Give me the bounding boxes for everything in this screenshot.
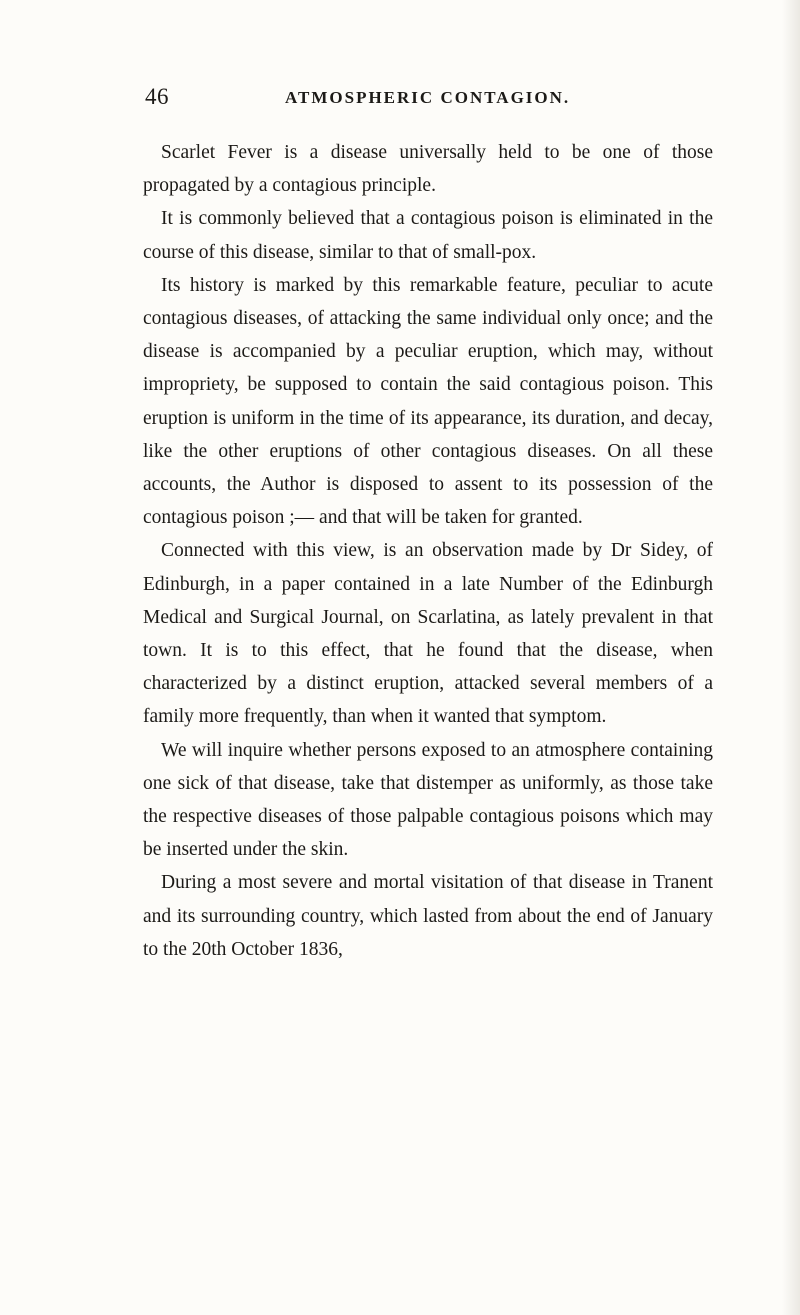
paragraph-inquiry: We will inquire whether persons exposed to an atmosphere containing one sick of that disease, take that distemper as uniformly, as those take the respective diseases of those palpable contagious poisons which may be inserted under the skin. <box>143 739 713 861</box>
paragraph-tranent: During a most severe and mortal visitation of that disease in Tranent and its surrounding country, which lasted from about the end of January to the 20th October 1836, <box>143 872 713 960</box>
page-number: 46 <box>145 84 169 109</box>
paragraph-dr-sidey: Connected with this view, is an observation made by Dr Sidey, of Edinburgh, in a paper contained in a late Number of the Edinburgh Medical and Surgical Journal, on Scarlatina, as lately prevalent in that town. It is to this effect, that he found that the disease, when characterized by a distinct eruption, attacked several members of a family more frequently, than when it wanted that symptom. <box>143 540 713 728</box>
paragraph-history: Its history is marked by this remarkable feature, peculiar to acute contagious diseases, of attacking the same individual only once; and the disease is accompanied by a peculiar eruption, which may, without impropriety, be supposed to contain the said contagious poison. This eruption is uniform in the time of its appearance, its duration, and decay, like the other eruptions of other contagious diseases. On all these accounts, the Author is disposed to assent to its possession of the contagious poison ;— and that will be taken for granted. <box>143 274 713 529</box>
paragraph-contagious-poison: It is commonly believed that a contagious poison is eliminated in the course of this disease, similar to that of small-pox. <box>143 208 713 263</box>
paragraph-scarlet-fever: Scarlet Fever is a disease universally held to be one of those propagated by a contagious principle. <box>143 142 713 197</box>
body-text <box>143 136 713 966</box>
running-title: ATMOSPHERIC CONTAGION. <box>285 88 571 107</box>
page-edge-shadow <box>782 0 800 1315</box>
running-head <box>145 84 705 116</box>
